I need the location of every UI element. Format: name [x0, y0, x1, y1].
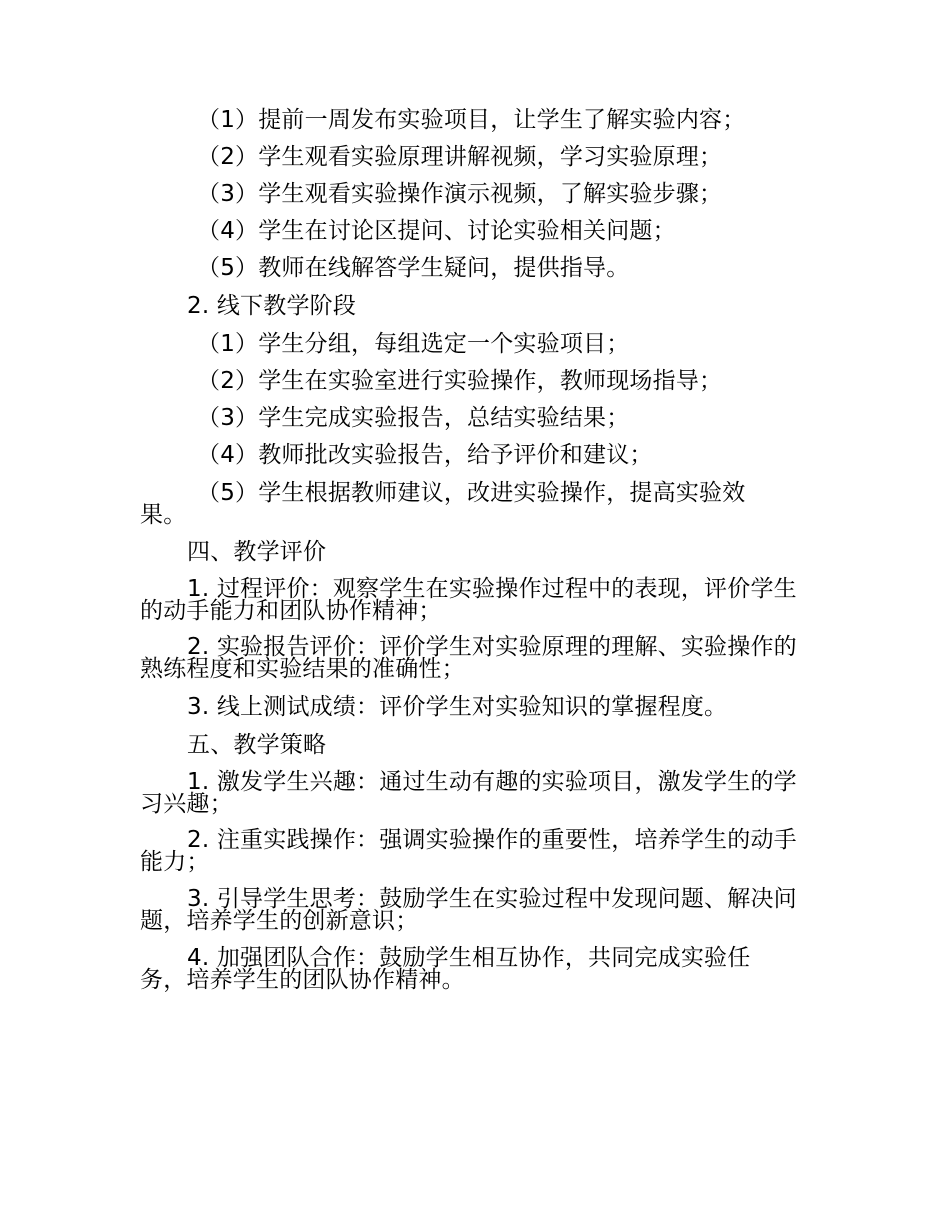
evaluation-item-1: 1. 过程评价：观察学生在实验操作过程中的表现，评价学生的动手能力和团队协作精神； — [140, 576, 797, 624]
online-step-2: （2）学生观看实验原理讲解视频，学习实验原理； — [197, 144, 723, 170]
offline-step-2: （2）学生在实验室进行实验操作，教师现场指导； — [197, 368, 723, 394]
strategy-item-4: 4. 加强团队合作：鼓励学生相互协作，共同完成实验任务，培养学生的团队协作精神。 — [140, 945, 751, 993]
online-step-1: （1）提前一周发布实验项目，让学生了解实验内容； — [197, 107, 746, 133]
strategy-item-1: 1. 激发学生兴趣：通过生动有趣的实验项目，激发学生的学习兴趣； — [140, 769, 797, 817]
offline-step-1: （1）学生分组，每组选定一个实验项目； — [197, 331, 630, 357]
strategy-item-3: 3. 引导学生思考：鼓励学生在实验过程中发现问题、解决问题，培养学生的创新意识； — [140, 886, 797, 934]
offline-step-3: （3）学生完成实验报告，总结实验结果； — [197, 405, 630, 431]
online-step-5: （5）教师在线解答学生疑问，提供指导。 — [197, 255, 630, 281]
strategy-item-2: 2. 注重实践操作：强调实验操作的重要性，培养学生的动手能力； — [140, 827, 797, 875]
offline-heading: 2. 线下教学阶段 — [187, 293, 357, 319]
evaluation-item-2: 2. 实验报告评价：评价学生对实验原理的理解、实验操作的熟练程度和实验结果的准确性； — [140, 634, 797, 682]
evaluation-item-3: 3. 线上测试成绩：评价学生对实验知识的掌握程度。 — [187, 694, 728, 720]
online-step-4: （4）学生在讨论区提问、讨论实验相关问题； — [197, 218, 676, 244]
evaluation-heading: 四、教学评价 — [187, 539, 327, 565]
offline-step-4: （4）教师批改实验报告，给予评价和建议； — [197, 442, 653, 468]
online-step-3: （3）学生观看实验操作演示视频，了解实验步骤； — [197, 181, 723, 207]
offline-step-5: （5）学生根据教师建议，改进实验操作，提高实验效果。 — [140, 480, 746, 528]
strategy-heading: 五、教学策略 — [187, 732, 327, 758]
